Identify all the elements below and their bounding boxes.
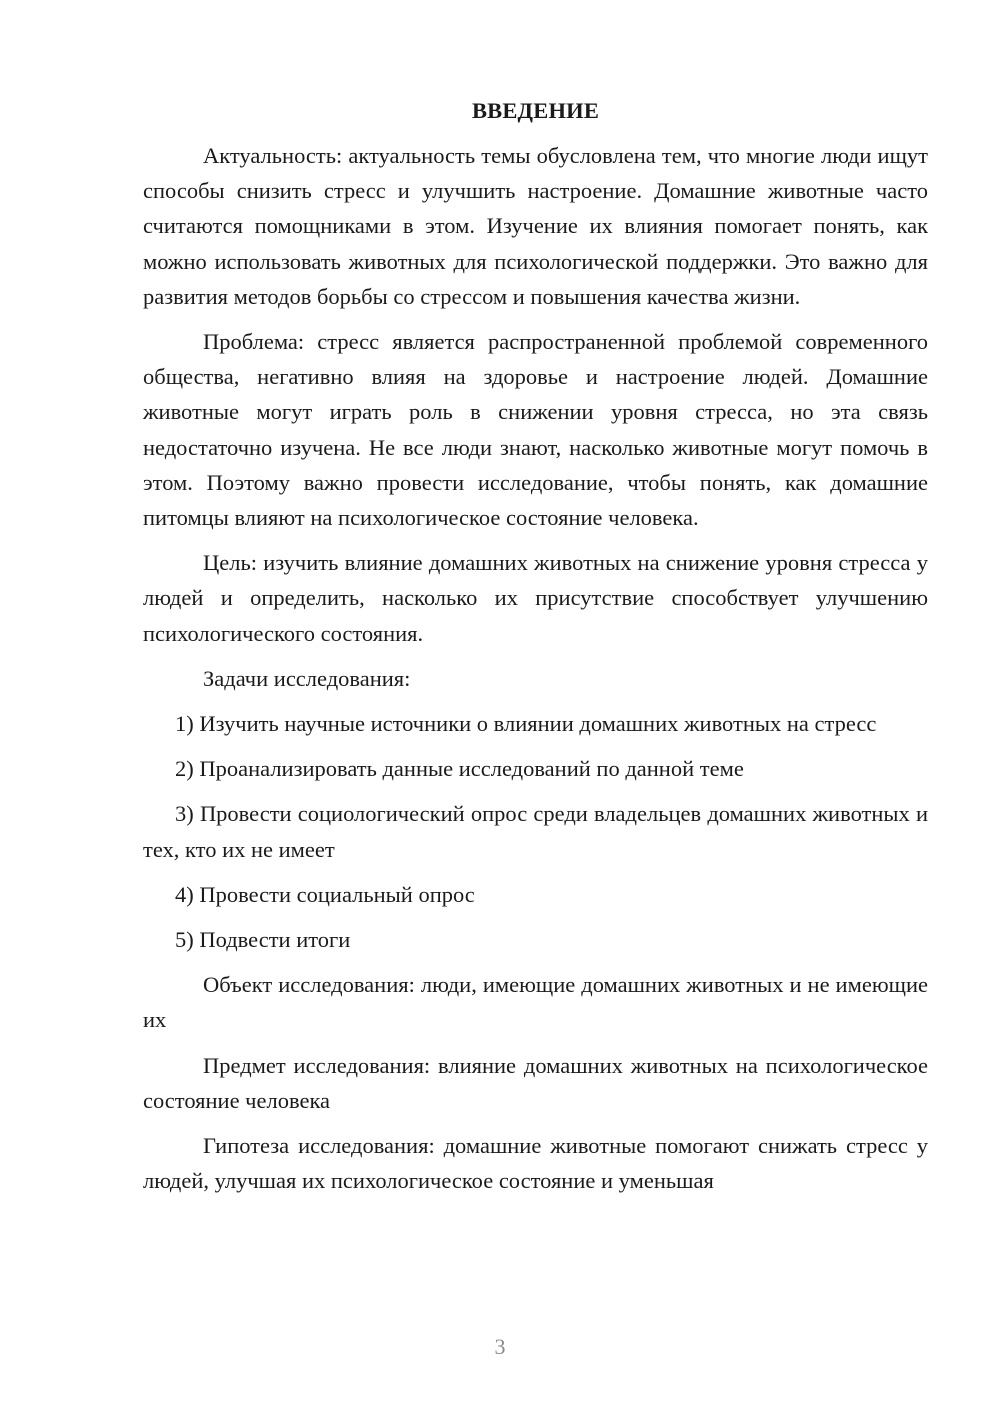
section-title: ВВЕДЕНИЕ: [471, 98, 600, 123]
task-item-5: 5) Подвести итоги: [175, 927, 351, 953]
object-paragraph: Объект исследования: люди, имеющие домашних животных и не имеющие их: [143, 972, 928, 1033]
hypothesis-paragraph: Гипотеза исследования: домашние животные помогают снижать стресс у людей, улучшая их психологическое состояние и уменьшая: [143, 1133, 928, 1194]
goal-paragraph: Цель: изучить влияние домашних животных на снижение уровня стресса у людей и определить, насколько их присутствие способствует улучшению психологического состояния.: [143, 550, 928, 646]
page-number: 3: [494, 1334, 506, 1359]
problem-paragraph: Проблема: стресс является распространенной проблемой современного общества, негативно влияя на здоровье и настроение людей. Домашние животные могут играть роль в снижении уровня стресса, но эта связь недостаточно изучена. Не все люди знают, насколько животные могут помочь в этом. Поэтому важно провести исследование, чтобы понять, как домашние питомцы влияют на психологическое состояние человека.: [143, 329, 928, 531]
page-content: [143, 94, 928, 1208]
task-item-3: 3) Провести социологический опрос среди владельцев домашних животных и тех, кто их не имеет: [143, 801, 928, 862]
task-item-4: 4) Провести социальный опрос: [175, 881, 475, 907]
task-item-1: 1) Изучить научные источники о влиянии домашних животных на стресс: [175, 711, 877, 737]
tasks-heading: Задачи исследования:: [203, 665, 411, 691]
task-item-2: 2) Проанализировать данные исследований по данной теме: [175, 756, 744, 782]
relevance-paragraph: Актуальность: актуальность темы обусловлена тем, что многие люди ищут способы снизить стресс и улучшить настроение. Домашние животные часто считаются помощниками в этом. Изучение их влияния помогает понять, как можно использовать животных для психологической поддержки. Это важно для развития методов борьбы со стрессом и повышения качества жизни.: [143, 143, 928, 309]
subject-paragraph: Предмет исследования: влияние домашних животных на психологическое состояние человека: [143, 1052, 928, 1113]
